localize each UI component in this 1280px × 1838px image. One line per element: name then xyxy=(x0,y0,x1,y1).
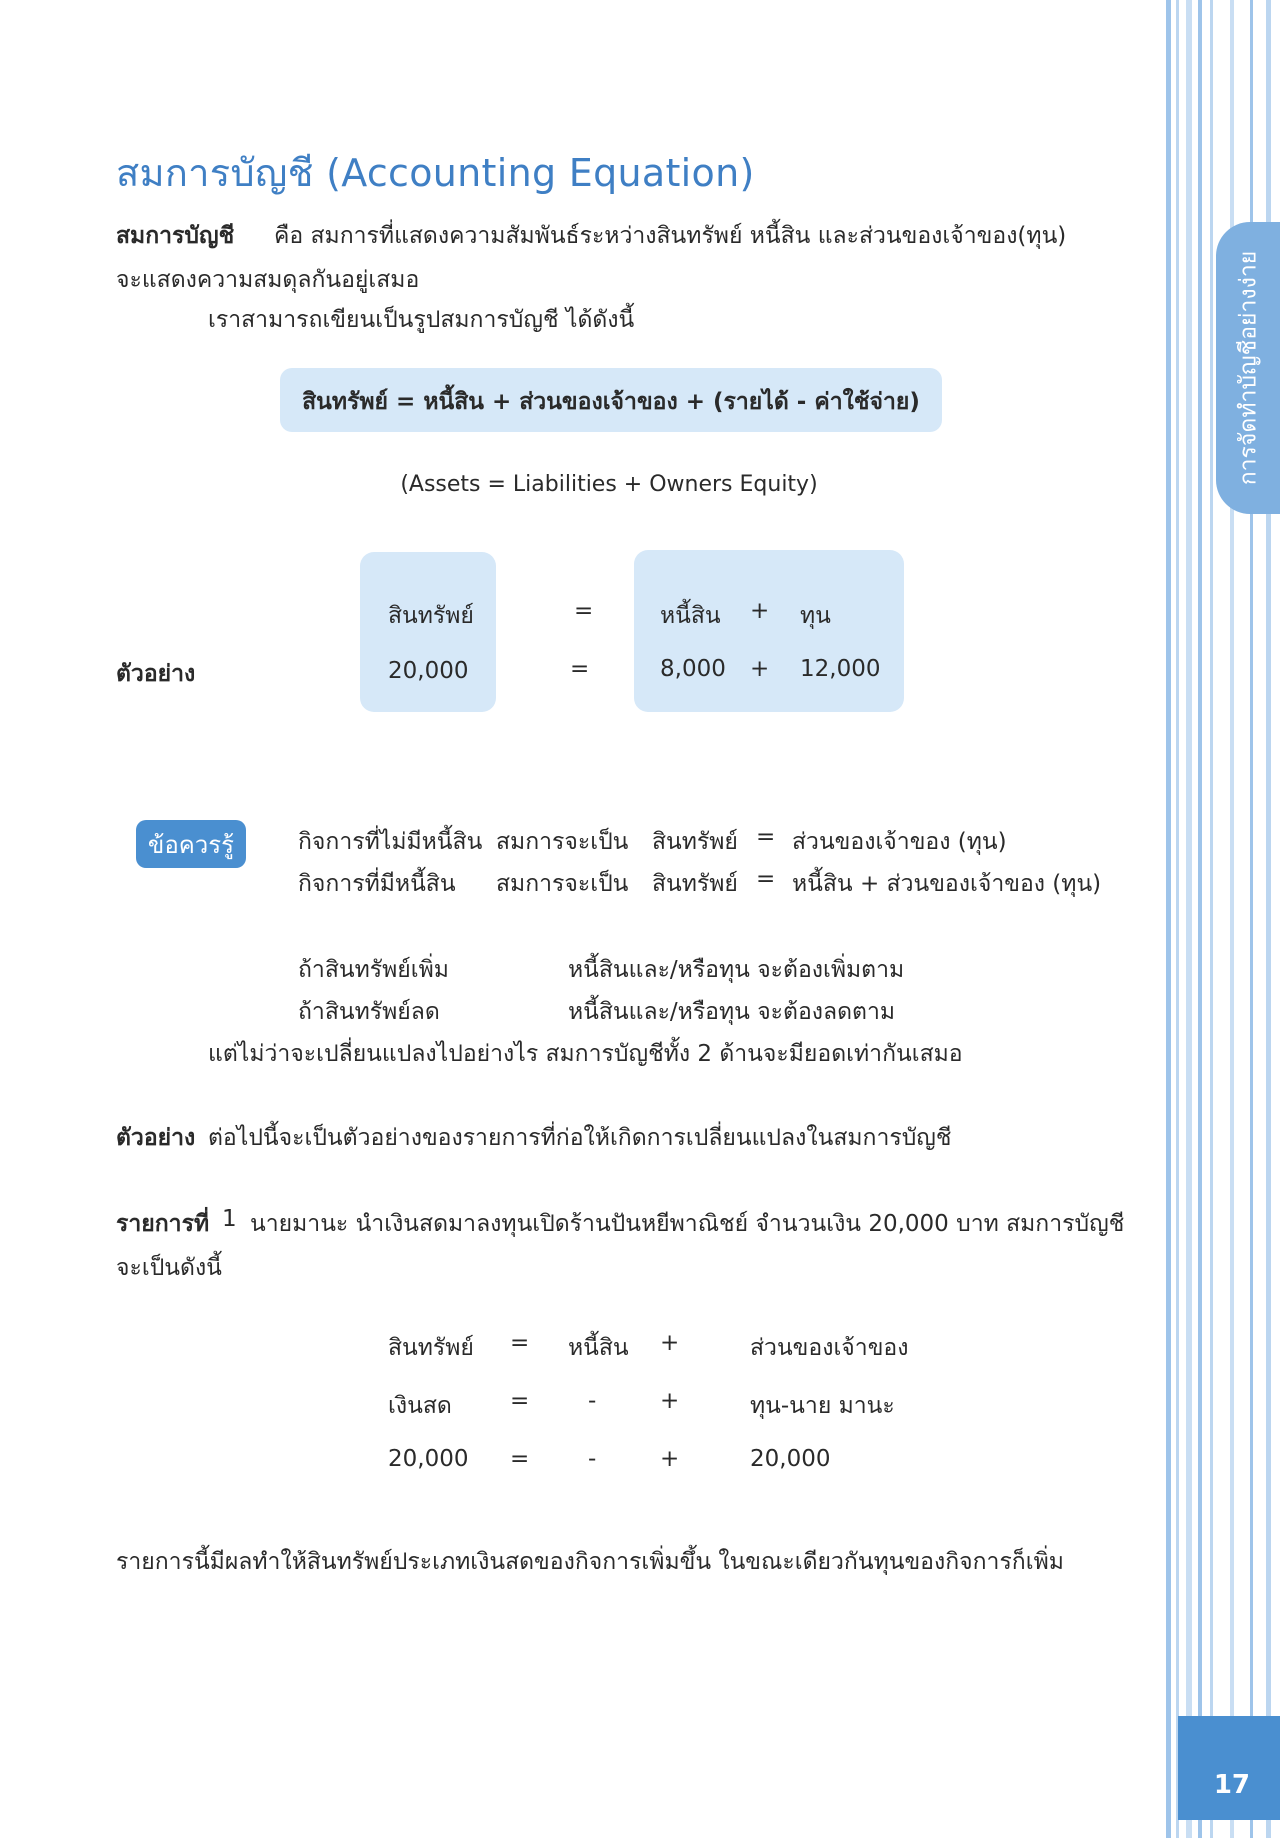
note-row-1-eq: = xyxy=(756,824,776,850)
example-header-capital: ทุน xyxy=(800,603,831,629)
example-value-assets: 20,000 xyxy=(388,658,469,684)
note-row-1-lhs: สินทรัพย์ xyxy=(652,829,738,855)
transaction-number: 1 xyxy=(222,1206,237,1232)
tx-row-1-c3: หนี้สิน xyxy=(568,1335,629,1361)
effect-2-result: หนี้สินและ/หรือทุน จะต้องลดตาม xyxy=(568,999,896,1025)
tx-row-2-c3: - xyxy=(588,1388,597,1414)
tx-row-1-c5: ส่วนของเจ้าของ xyxy=(750,1335,909,1361)
tx-row-3-c3: - xyxy=(588,1446,597,1472)
example-header-plus: + xyxy=(750,598,770,624)
intro-term: สมการบัญชี xyxy=(116,223,235,249)
transaction-text: นายมานะ นำเงินสดมาลงทุนเปิดร้านปันหยีพาณิชย์ จำนวนเงิน 20,000 บาท สมการบัญชี xyxy=(250,1211,1125,1237)
chapter-tab-label: การจัดทำบัญชีอย่างง่าย xyxy=(1235,250,1261,486)
effect-1-cond: ถ้าสินทรัพย์เพิ่ม xyxy=(298,957,449,983)
formula: สินทรัพย์ = หนี้สิน + ส่วนของเจ้าของ + (รายได้ - ค่าใช้จ่าย) xyxy=(302,389,920,415)
tx-row-2-c4: + xyxy=(660,1388,680,1414)
tx-row-1-c4: + xyxy=(660,1330,680,1356)
note-row-2-rhs: หนี้สิน + ส่วนของเจ้าของ (ทุน) xyxy=(792,871,1102,897)
example-value-liab: 8,000 xyxy=(660,656,726,682)
example-header-liab: หนี้สิน xyxy=(660,603,721,629)
example-header-eq: = xyxy=(574,598,594,624)
note-row-2-eq: = xyxy=(756,866,776,892)
tx-row-1-c1: สินทรัพย์ xyxy=(388,1335,474,1361)
transaction-conclusion: รายการนี้มีผลทำให้สินทรัพย์ประเภทเงินสดของกิจการเพิ่มขึ้น ในขณะเดียวกันทุนของกิจการก็เพิ่ม xyxy=(116,1549,1064,1575)
effect-1-result: หนี้สินและ/หรือทุน จะต้องเพิ่มตาม xyxy=(568,957,905,983)
note-row-1-case: กิจการที่ไม่มีหนี้สิน xyxy=(298,829,483,855)
tx-row-2-c2: = xyxy=(510,1388,530,1414)
tx-row-3-c2: = xyxy=(510,1446,530,1472)
side-stripe xyxy=(1198,0,1202,1838)
intro-definition: คือ สมการที่แสดงความสัมพันธ์ระหว่างสินทรัพย์ หนี้สิน และส่วนของเจ้าของ(ทุน) xyxy=(274,223,1067,249)
note-row-2-mid: สมการจะเป็น xyxy=(496,871,629,897)
tx-row-2-c5: ทุน-นาย มานะ xyxy=(750,1393,895,1419)
intro-lead: เราสามารถเขียนเป็นรูปสมการบัญชี ได้ดังนี้ xyxy=(208,307,635,333)
tx-row-1-c2: = xyxy=(510,1330,530,1356)
note-row-2-lhs: สินทรัพย์ xyxy=(652,871,738,897)
example-value-plus: + xyxy=(750,656,770,682)
effect-2-cond: ถ้าสินทรัพย์ลด xyxy=(298,999,440,1025)
page-number-box xyxy=(1178,1716,1280,1820)
side-stripe xyxy=(1176,0,1179,1838)
note-row-1-mid: สมการจะเป็น xyxy=(496,829,629,855)
intro-definition-cont: จะแสดงความสมดุลกันอยู่เสมอ xyxy=(116,267,420,293)
note-summary: แต่ไม่ว่าจะเปลี่ยนแปลงไปอย่างไร สมการบัญชีทั้ง 2 ด้านจะมียอดเท่ากันเสมอ xyxy=(208,1041,963,1067)
side-stripe xyxy=(1210,0,1213,1838)
example-header-assets: สินทรัพย์ xyxy=(388,603,474,629)
page-number: 17 xyxy=(1213,1770,1250,1800)
tx-row-3-c5: 20,000 xyxy=(750,1446,831,1472)
side-stripe xyxy=(1186,0,1192,1838)
tx-row-2-c1: เงินสด xyxy=(388,1393,452,1419)
note-row-2-case: กิจการที่มีหนี้สิน xyxy=(298,871,456,897)
transaction-text-cont: จะเป็นดังนี้ xyxy=(116,1255,222,1281)
example-value-capital: 12,000 xyxy=(800,656,881,682)
formula-english: (Assets = Liabilities + Owners Equity) xyxy=(400,472,818,497)
example2-text: ต่อไปนี้จะเป็นตัวอย่างของรายการที่ก่อให้เกิดการเปลี่ยนแปลงในสมการบัญชี xyxy=(208,1125,952,1151)
example2-label: ตัวอย่าง xyxy=(116,1125,196,1151)
tx-row-3-c4: + xyxy=(660,1446,680,1472)
page-title: สมการบัญชี (Accounting Equation) xyxy=(116,151,755,195)
note-badge: ข้อควรรู้ xyxy=(136,820,246,868)
side-stripe xyxy=(1166,0,1171,1838)
note-row-1-rhs: ส่วนของเจ้าของ (ทุน) xyxy=(792,829,1007,855)
example-value-eq: = xyxy=(570,656,590,682)
transaction-label: รายการที่ xyxy=(116,1211,210,1237)
tx-row-3-c1: 20,000 xyxy=(388,1446,469,1472)
example-label: ตัวอย่าง xyxy=(116,661,196,687)
